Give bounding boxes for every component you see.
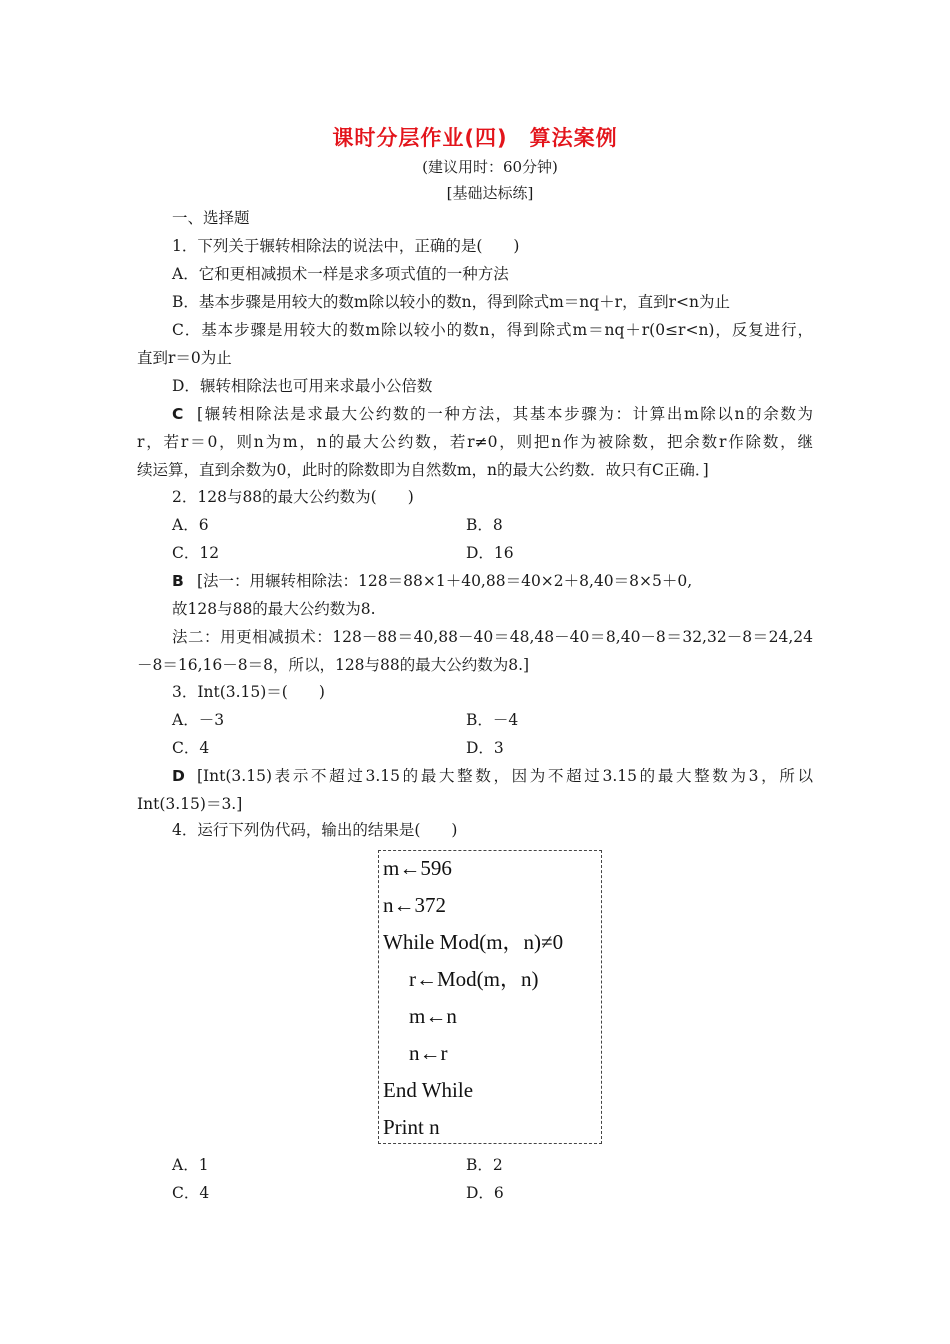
code-line-6: n←r xyxy=(409,1041,448,1065)
q3-answer-letter xyxy=(172,766,185,786)
code-line-3: While Mod(m，n)≠0 xyxy=(383,930,564,954)
q4-option-a: A．1 xyxy=(172,1156,209,1174)
q3-explanation-2: Int(3.15)＝3.] xyxy=(137,795,243,813)
q2-option-c: C．12 xyxy=(172,544,220,562)
code-line-5: m←n xyxy=(409,1004,457,1028)
q3-explanation-1: [Int(3.15)表示不超过3.15的最大整数，因为不超过3.15的最大整数为3，所以 xyxy=(197,767,813,785)
code-line-8: Print n xyxy=(383,1115,440,1139)
page-title: 课时分层作业(四) 算法案例 xyxy=(332,126,618,150)
q4-option-b: B．2 xyxy=(466,1156,503,1174)
q3-option-b: B．－4 xyxy=(466,711,519,729)
section-heading: 一、选择题 xyxy=(172,209,250,227)
code-line-4: r←Mod(m，n) xyxy=(409,967,539,991)
q2-answer-letter xyxy=(172,571,184,591)
q1-option-a: A．它和更相减损术一样是求多项式值的一种方法 xyxy=(172,265,509,283)
q3-option-d: D．3 xyxy=(466,739,504,757)
q2-explanation-1: [法一：用辗转相除法：128＝88×1＋40,88＝40×2＋8,40＝8×5＋0, xyxy=(197,572,693,590)
q4-stem: 4．运行下列伪代码，输出的结果是( ) xyxy=(172,821,458,839)
q1-answer-letter xyxy=(172,404,183,424)
q4-option-c: C．4 xyxy=(172,1184,210,1202)
section-tag: [基础达标练] xyxy=(446,184,534,202)
q1-explanation-2: r，若r＝0，则n为m，n的最大公约数，若r≠0，则把n作为被除数，把余数r作除数，继 xyxy=(137,433,813,451)
code-line-7: End While xyxy=(383,1078,474,1102)
q1-answer: C xyxy=(172,405,184,423)
q1-option-b: B．基本步骤是用较大的数m除以较小的数n，得到除式m＝nq＋r，直到r<n为止 xyxy=(172,293,730,311)
q3-option-c: C．4 xyxy=(172,739,210,757)
q1-explanation-3: 续运算，直到余数为0，此时的除数即为自然数m，n的最大公约数．故只有C正确．] xyxy=(137,461,709,479)
q1-option-d: D．辗转相除法也可用来求最小公倍数 xyxy=(172,377,433,395)
q3-option-a: A．－3 xyxy=(172,711,225,729)
q2-option-a: A．6 xyxy=(172,516,209,534)
code-line-1: m←596 xyxy=(383,856,452,880)
q2-option-b: B．8 xyxy=(466,516,503,534)
pseudocode-box xyxy=(378,850,602,1144)
suggested-time: (建议用时：60分钟) xyxy=(422,158,558,176)
q2-explanation-2: 故128与88的最大公约数为8. xyxy=(172,600,376,618)
q2-explanation-3: 法二：用更相减损术：128－88＝40,88－40＝48,48－40＝8,40－8＝32,32－8＝24,24 xyxy=(172,628,813,646)
q2-option-d: D．16 xyxy=(466,544,514,562)
q2-answer: B xyxy=(172,572,184,590)
q1-explanation-1: [辗转相除法是求最大公约数的一种方法，其基本步骤为：计算出m除以n的余数为 xyxy=(197,405,813,423)
code-line-2: n←372 xyxy=(383,893,446,917)
q3-answer: D xyxy=(172,767,185,785)
q1-option-c: C．基本步骤是用较大的数m除以较小的数n，得到除式m＝nq＋r(0≤r<n)，反复进行， xyxy=(172,321,813,339)
q1-stem: 1．下列关于辗转相除法的说法中，正确的是( ) xyxy=(172,237,520,255)
q1-option-c-cont: 直到r＝0为止 xyxy=(137,349,232,367)
q4-option-d: D．6 xyxy=(466,1184,504,1202)
q2-stem: 2．128与88的最大公约数为( ) xyxy=(172,488,414,506)
q2-explanation-4: －8＝16,16－8＝8，所以，128与88的最大公约数为8.] xyxy=(137,656,530,674)
q3-stem: 3．Int(3.15)＝( ) xyxy=(172,683,325,701)
